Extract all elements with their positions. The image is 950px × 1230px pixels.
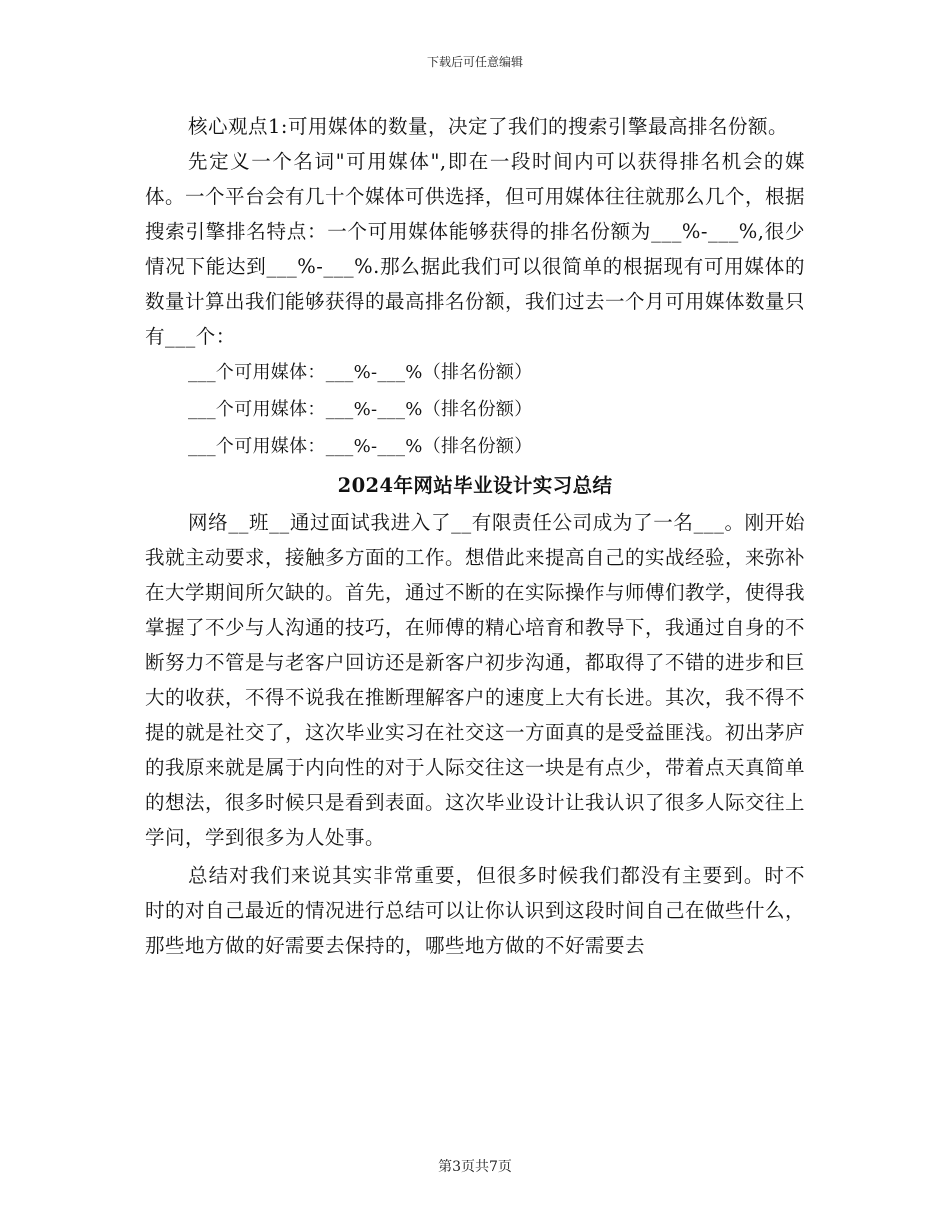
- page-header: 下载后可任意编辑: [426, 55, 523, 69]
- list-item: ___个可用媒体：___%-___%（排名份额）: [188, 362, 533, 383]
- paragraph-internship: 网络__班__通过面试我进入了__有限责任公司成为了一名___。刚开始我就主动要求，接触多方面的工作。想借此来提高自己的实战经验，来弥补在大学期间所欠缺的。首先，通过不断的在实际操作与师傅们教学，使得我掌握了不少与人沟通的技巧，在师傅的精心培育和教导下，我通过自身的不断努力不管是与老客户回访还是新客户初步沟通，都取得了不错的进步和巨大的收获，不得不说我在推断理解客户的速度上大有长进。其次，我不得不提的就是社交了，这次毕业实习在社交这一方面真的是受益匪浅。初出茅庐的我原来就是属于内向性的对于人际交往这一块是有点少，带着点天真简单的想法，很多时候只是看到表面。这次毕业设计让我认识了很多人际交往上学问，学到很多为人处事。: [145, 511, 806, 849]
- paragraph-summary: 总结对我们来说其实非常重要，但很多时候我们都没有主要到。时不时的对自己最近的情况进行总结可以让你认识到这段时间自己在做些什么，那些地方做的好需要去保持的，哪些地方做的不好需要去: [145, 864, 806, 957]
- list-item: ___个可用媒体：___%-___%（排名份额）: [188, 436, 533, 457]
- list-item: ___个可用媒体：___%-___%（排名份额）: [188, 399, 533, 420]
- section-title: 2024年网站毕业设计实习总结: [337, 474, 613, 497]
- page-number: 第3页共7页: [438, 1159, 512, 1175]
- paragraph-core-viewpoint: 核心观点1:可用媒体的数量，决定了我们的搜索引擎最高排名份额。: [188, 115, 788, 138]
- document-body: [145, 109, 805, 963]
- paragraph-available-media: 先定义一个名词"可用媒体",即在一段时间内可以获得排名机会的媒体。一个平台会有几十个媒体可供选择，但可用媒体往往就那么几个，根据搜索引擎排名特点：一个可用媒体能够获得的排名份额为___%-___%,很少情况下能达到___%-___%.那么据此我们可以很简单的根据现有可用媒体的数量计算出我们能够获得的最高排名份额，我们过去一个月可用媒体数量只有___个：: [145, 150, 806, 348]
